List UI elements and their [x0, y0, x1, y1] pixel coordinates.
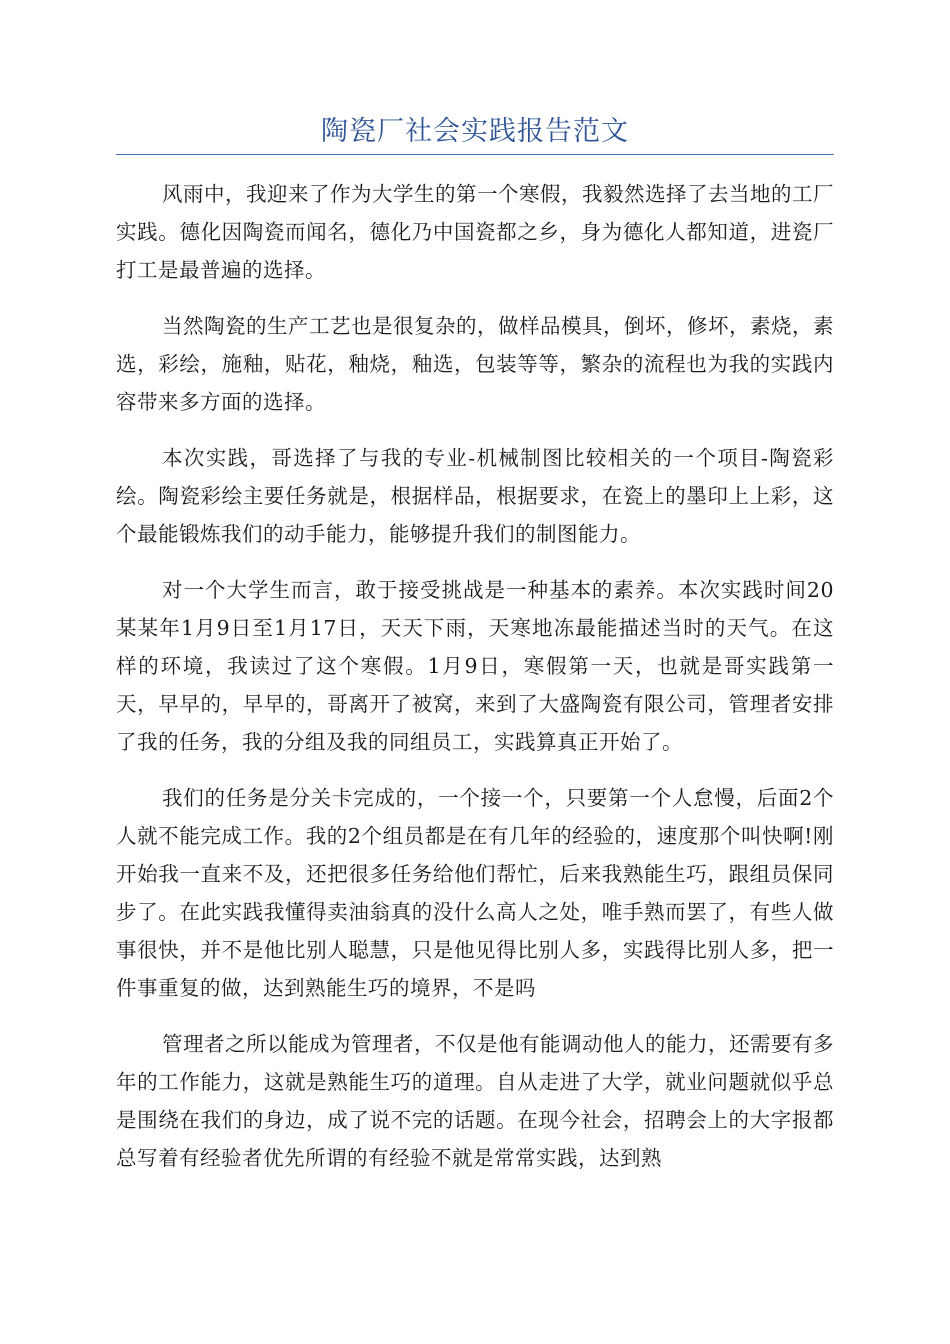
document-title: 陶瓷厂社会实践报告范文 — [321, 116, 629, 147]
paragraph-2: 当然陶瓷的生产工艺也是很复杂的，做样品模具，倒坏，修坏，素烧，素选，彩绘，施釉，贴花，釉烧，釉选，包装等等，繁杂的流程也为我的实践内容带来多方面的选择。 — [116, 314, 834, 414]
paragraph-5: 我们的任务是分关卡完成的，一个接一个，只要第一个人怠慢，后面2个人就不能完成工作。我的2个组员都是在有几年的经验的，速度那个叫快啊!刚开始我一直来不及，还把很多任务给他们帮忙，后来我熟能生巧，跟组员保同步了。在此实践我懂得卖油翁真的没什么高人之处，唯手熟而罢了，有些人做事很快，并不是他比别人聪慧，只是他见得比别人多，实践得比别人多，把一件事重复的做，达到熟能生巧的境界，不是吗 — [116, 786, 834, 1000]
paragraph-6: 管理者之所以能成为管理者，不仅是他有能调动他人的能力，还需要有多年的工作能力，这就是熟能生巧的道理。自从走进了大学，就业问题就似乎总是围绕在我们的身边，成了说不完的话题。在现今社会，招聘会上的大字报都总写着有经验者优先所谓的有经验不就是常常实践，达到熟 — [116, 1032, 834, 1170]
paragraph-1: 风雨中，我迎来了作为大学生的第一个寒假，我毅然选择了去当地的工厂实践。德化因陶瓷而闻名，德化乃中国瓷都之乡，身为德化人都知道，进瓷厂打工是最普遍的选择。 — [116, 182, 834, 282]
document-body — [116, 175, 834, 1195]
paragraph-3: 本次实践，哥选择了与我的专业-机械制图比较相关的一个项目-陶瓷彩绘。陶瓷彩绘主要任务就是，根据样品，根据要求，在瓷上的墨印上上彩，这个最能锻炼我们的动手能力，能够提升我们的制图能力。 — [116, 446, 834, 546]
paragraph-4: 对一个大学生而言，敢于接受挑战是一种基本的素养。本次实践时间20某某年1月9日至1月17日，天天下雨，天寒地冻最能描述当时的天气。在这样的环境，我读过了这个寒假。1月9日，寒假第一天，也就是哥实践第一天，早早的，早早的，哥离开了被窝，来到了大盛陶瓷有限公司，管理者安排了我的任务，我的分组及我的同组员工，实践算真正开始了。 — [116, 578, 834, 754]
title-underline — [116, 154, 834, 155]
